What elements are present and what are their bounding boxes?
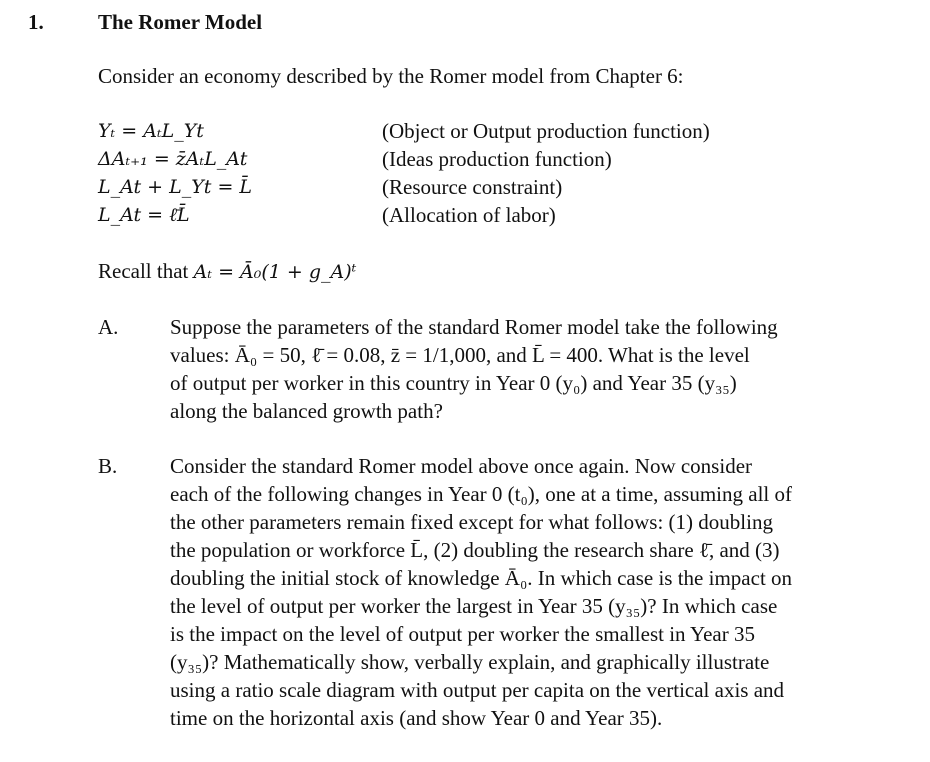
- question-b-text: [170, 452, 900, 732]
- recall-label: Recall that: [98, 259, 189, 283]
- question-line: using a ratio scale diagram with output per capita on the vertical axis and: [170, 678, 785, 702]
- problem-number: 1.: [28, 10, 44, 34]
- question-line: the population or workforce L̄, (2) doubling the research share ℓ̄, and (3): [170, 538, 780, 562]
- question-line: doubling the initial stock of knowledge Ā₀. In which case is the impact on: [170, 566, 793, 590]
- equation-math: L_At = ℓ̄L̄: [98, 204, 190, 226]
- question-line: along the balanced growth path?: [170, 399, 443, 423]
- equation-math: L_At + L_Yt = L̄: [98, 176, 253, 198]
- equation-description: (Resource constraint): [382, 175, 563, 199]
- recall-statement: [98, 257, 356, 286]
- equation-description: (Allocation of labor): [382, 203, 556, 227]
- question-line: Consider the standard Romer model above once again. Now consider: [170, 454, 753, 478]
- question-a-label: A.: [98, 315, 119, 339]
- question-line: time on the horizontal axis (and show Year 0 and Year 35).: [170, 706, 663, 730]
- problem-intro: Consider an economy described by the Romer model from Chapter 6:: [98, 64, 684, 88]
- question-line: (y₃₅)? Mathematically show, verbally explain, and graphically illustrate: [170, 650, 770, 674]
- question-line: Suppose the parameters of the standard Romer model take the following: [170, 315, 778, 339]
- question-line: the level of output per worker the largest in Year 35 (y₃₅)? In which case: [170, 594, 778, 618]
- question-line: the other parameters remain fixed except for what follows: (1) doubling: [170, 510, 773, 534]
- equation-description: (Object or Output production function): [382, 119, 710, 143]
- question-line: values: Ā₀ = 50, ℓ̄ = 0.08, z̄ = 1/1,000, and L̄ = 400. What is the level: [170, 343, 750, 367]
- question-a-text: [170, 313, 900, 425]
- question-line: each of the following changes in Year 0 (t₀), one at a time, assuming all of: [170, 482, 792, 506]
- question-line: of output per worker in this country in Year 0 (y₀) and Year 35 (y₃₅): [170, 371, 737, 395]
- equation-math: ΔAₜ₊₁ = z̄AₜL_At: [98, 148, 248, 170]
- question-b-label: B.: [98, 454, 118, 478]
- equation-math: Yₜ = AₜL_Yt: [98, 120, 204, 142]
- problem-title: The Romer Model: [98, 10, 263, 34]
- question-line: is the impact on the level of output per worker the smallest in Year 35: [170, 622, 755, 646]
- equation-description: (Ideas production function): [382, 147, 612, 171]
- recall-formula: Aₜ = Ā₀(1 + g_A)ᵗ: [193, 261, 357, 283]
